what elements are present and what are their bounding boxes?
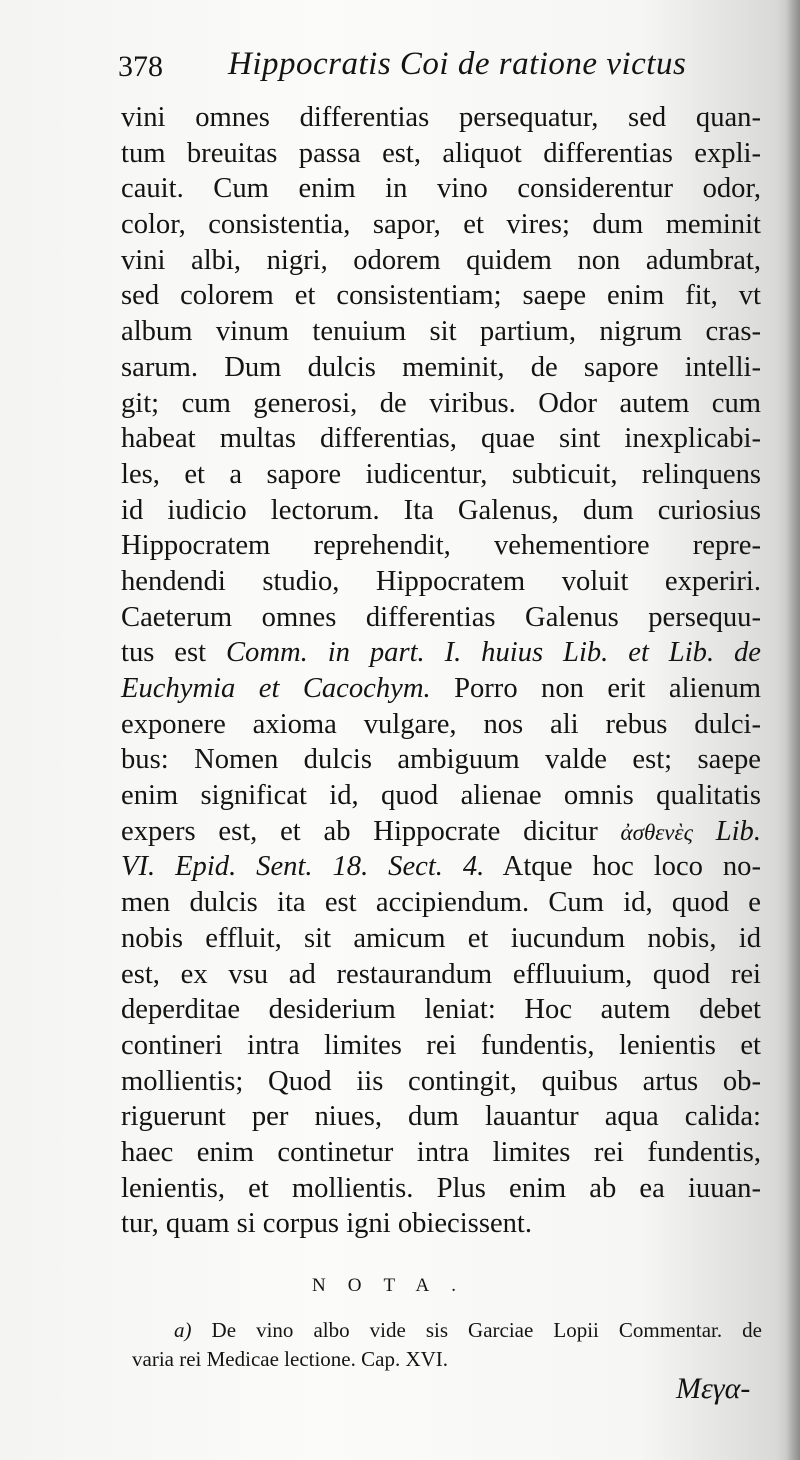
text-line: tum breuitas passa est, aliquot differentias expli-: [121, 137, 761, 169]
text-line: nobis effluit, sit amicum et iucundum nobis, id: [121, 922, 761, 954]
text-line: vini albi, nigri, odorem quidem non adumbrat,: [121, 244, 761, 276]
roman-text: Atque hoc loco no-: [484, 851, 761, 883]
text-line: sarum. Dum dulcis meminit, de sapore intelli-: [121, 351, 761, 383]
text-line: habeat multas differentias, quae sint inexplicabi-: [121, 423, 761, 455]
text-line: riguerunt per niues, dum lauantur aqua calida:: [121, 1101, 761, 1133]
text-line: haec enim continetur intra limites rei fundentis,: [121, 1136, 761, 1168]
text-line: album vinum tenuium sit partium, nigrum cras-: [121, 316, 761, 348]
footnote-marker: a): [174, 1318, 192, 1342]
roman-text: Porro non erit alienum: [430, 673, 761, 704]
italic-citation: Comm. in part. I. huius Lib. et Lib. de: [225, 637, 761, 669]
text-line: sed colorem et consistentiam; saepe enim fit, vt: [121, 280, 761, 312]
text-line-citation: [121, 849, 761, 885]
body-text: [121, 100, 761, 1242]
text-line: git; cum generosi, de viribus. Odor autem cum: [121, 387, 761, 419]
text-line-citation: [121, 635, 761, 671]
italic-citation: Lib.: [692, 815, 761, 847]
text-line: contineri intra limites rei fundentis, lenientis et: [121, 1029, 761, 1061]
page-header: [118, 44, 718, 88]
text-line-greek: [121, 814, 761, 850]
nota-heading: NOTA.: [312, 1275, 478, 1296]
text-line: hendendi studio, Hippocratem voluit experiri.: [121, 565, 761, 597]
text-line: exponere axioma vulgare, nos ali rebus dulci-: [121, 708, 761, 740]
text-line: est, ex vsu ad restaurandum effluuium, quod rei: [121, 958, 761, 990]
text-line: deperditae desiderium leniat: Hoc autem debet: [121, 994, 761, 1026]
footnote-line: varia rei Medicae lectione. Cap. XVI.: [132, 1347, 449, 1371]
text-line: vini omnes differentias persequatur, sed quan-: [121, 102, 761, 133]
roman-text: expers est, et ab Hippocrate dicitur: [121, 815, 621, 847]
footnote-line: [132, 1316, 762, 1345]
footnote-text: De vino albo vide sis Garciae Lopii Commentar. de: [191, 1318, 762, 1342]
text-line: color, consistentia, sapor, et vires; dum meminit: [121, 209, 761, 241]
text-line: Hippocratem reprehendit, vehementiore repre-: [121, 530, 761, 562]
text-line: enim significat id, quod alienae omnis qualitatis: [121, 780, 761, 812]
text-line: cauit. Cum enim in vino considerentur odor,: [121, 173, 761, 205]
greek-word: ἀσθενὲς: [620, 819, 693, 845]
text-line: les, et a sapore iudicentur, subticuit, relinquens: [121, 458, 761, 490]
text-line: tur, quam si corpus igni obiecissent.: [121, 1208, 533, 1240]
footnote: [132, 1316, 762, 1374]
text-line: men dulcis ita est accipiendum. Cum id, quod e: [121, 887, 761, 919]
italic-citation: Euchymia et Cacochym.: [121, 673, 431, 704]
text-line: mollientis; Quod iis contingit, quibus artus ob-: [121, 1065, 761, 1097]
roman-text: tus est: [121, 637, 226, 669]
italic-citation: VI. Epid. Sent. 18. Sect. 4.: [121, 851, 485, 883]
text-line: lenientis, et mollientis. Plus enim ab ea iuuan-: [121, 1172, 761, 1204]
page-edge-shadow: [786, 0, 800, 1460]
catchword: Μεγα-: [676, 1372, 751, 1405]
running-title: Hippocratis Coi de ratione victus: [228, 46, 687, 82]
text-line: bus: Nomen dulcis ambiguum valde est; saepe: [121, 744, 761, 776]
text-line: Caeterum omnes differentias Galenus persequu-: [121, 601, 761, 633]
text-line: id iudicio lectorum. Ita Galenus, dum curiosius: [121, 494, 761, 526]
text-line-citation: [121, 671, 761, 707]
page-number: 378: [118, 50, 163, 83]
